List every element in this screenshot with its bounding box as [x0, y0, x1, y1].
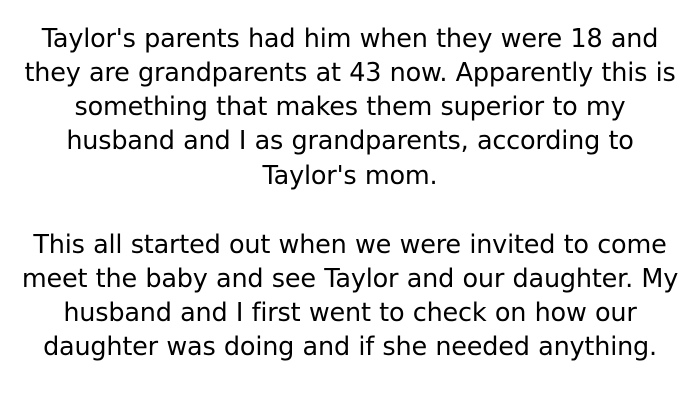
paragraph-2: This all started out when we were invited to come meet the baby and see Taylor and our daughter. My husband and I first went to check on how our daughter was doing and if she needed anything.	[21, 229, 679, 363]
paragraph-spacer	[18, 193, 682, 203]
paragraph-1: Taylor's parents had him when they were 18 and they are grandparents at 43 now. Apparently this is something that makes them superior to my husband and I as grandparents, according to Taylor's mom.	[24, 24, 676, 191]
